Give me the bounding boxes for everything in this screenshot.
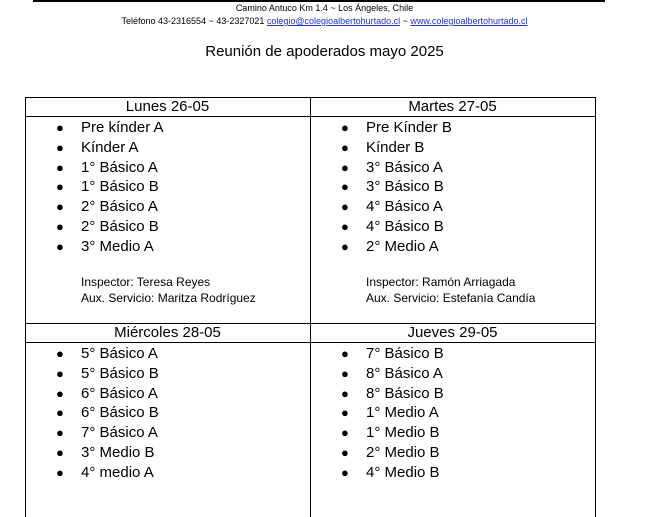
course-name: 1° Medio B [366,424,440,442]
course-name: 5° Básico A [81,345,158,362]
list-item [341,118,452,138]
course-name: 1° Básico B [81,178,159,196]
bullet-icon: ● [341,139,349,155]
course-list [56,118,164,257]
bullet-icon: ● [56,199,64,215]
day-cell-monday [25,97,310,323]
bullet-icon: ● [56,405,64,421]
course-name: 6° Básico B [81,404,159,422]
course-name: 4° Medio B [366,463,440,481]
bullet-icon: ● [341,365,349,381]
list-item [341,364,444,384]
list-item [56,177,164,197]
email-link[interactable]: colegio@colegioalbertohurtado.cl [266,16,401,26]
list-item [56,197,164,217]
list-item [341,197,452,217]
day-cell-tuesday [310,97,595,323]
aux-service-label: Aux. Servicio: Estefanía Candía [366,291,536,305]
course-name: Kínder A [81,138,139,156]
bullet-icon: ● [341,120,349,135]
bullet-icon: ● [56,346,64,361]
header-rule [33,0,605,2]
bullet-icon: ● [341,159,349,175]
inspector-label: Inspector: Ramón Arriagada [366,275,516,289]
school-address: Camino Antuco Km 1.4 ~ Los Ángeles, Chile [235,3,414,13]
bullet-icon: ● [56,425,64,441]
list-item [56,384,159,404]
schedule-table [25,97,596,517]
course-name: 7° Básico B [366,345,444,362]
course-name: Pre Kínder B [366,119,452,136]
course-name: 2° Básico A [81,198,158,216]
day-heading: Lunes 26-05 [125,98,210,115]
course-name: 2° Medio B [366,443,440,461]
list-item [56,158,164,178]
list-item [341,443,444,463]
day-heading: Miércoles 28-05 [114,324,221,341]
course-name: 8° Básico A [366,364,443,382]
day-heading: Martes 27-05 [408,98,497,115]
list-item [56,344,159,364]
list-item [56,138,164,158]
bullet-icon: ● [56,238,64,254]
course-name: 4° Básico A [366,198,443,216]
course-name: 3° Básico B [366,178,444,196]
aux-service-label: Aux. Servicio: Maritza Rodríguez [81,291,256,305]
course-name: 6° Básico A [81,384,158,402]
list-item [341,463,444,483]
course-name: Kínder B [366,138,425,156]
list-item [341,344,444,364]
bullet-icon: ● [56,218,64,234]
course-name: 2° Medio A [366,237,439,255]
bullet-icon: ● [56,120,64,135]
bullet-icon: ● [341,405,349,421]
list-item [341,423,444,443]
list-item [341,158,452,178]
bullet-icon: ● [341,425,349,441]
list-item [341,237,452,257]
bullet-icon: ● [56,385,64,401]
bullet-icon: ● [341,179,349,195]
course-name: Pre kínder A [81,119,164,136]
list-item [56,364,159,384]
course-name: 8° Básico B [366,384,444,402]
list-item [56,403,159,423]
course-name: 1° Básico A [81,158,158,176]
bullet-icon: ● [341,464,349,480]
bullet-icon: ● [56,365,64,381]
bullet-icon: ● [341,385,349,401]
list-item [56,118,164,138]
bullet-icon: ● [341,199,349,215]
contact-separator: ~ [402,16,408,26]
page-title: Reunión de apoderados mayo 2025 [205,43,444,60]
list-item [56,237,164,257]
course-list [56,344,159,483]
list-item [341,138,452,158]
bullet-icon: ● [341,346,349,361]
bullet-icon: ● [56,444,64,460]
course-name: 4° medio A [81,463,154,481]
course-name: 2° Básico B [81,217,159,235]
day-cell-wednesday [25,323,310,517]
course-name: 3° Medio A [81,237,154,255]
website-link[interactable]: www.colegioalbertohurtado.cl [410,16,528,26]
inspector-label: Inspector: Teresa Reyes [81,275,211,289]
bullet-icon: ● [56,464,64,480]
day-heading: Jueves 29-05 [407,324,498,341]
bullet-icon: ● [56,139,64,155]
list-item [56,463,159,483]
course-name: 4° Básico B [366,217,444,235]
course-name: 3° Medio B [81,443,155,461]
list-item [341,384,444,404]
bullet-icon: ● [341,218,349,234]
school-contact [0,16,649,27]
day-cell-thursday [310,323,595,517]
table-border-right [595,97,596,517]
list-item [341,217,452,237]
phone-numbers: Teléfono 43-2316554 ~ 43-2327021 [121,16,265,26]
bullet-icon: ● [341,238,349,254]
list-item [341,177,452,197]
course-name: 7° Básico A [81,424,158,442]
list-item [341,403,444,423]
list-item [56,217,164,237]
course-name: 1° Medio A [366,404,439,422]
list-item [56,423,159,443]
bullet-icon: ● [56,159,64,175]
course-name: 3° Básico A [366,158,443,176]
course-list [341,344,444,483]
bullet-icon: ● [341,444,349,460]
bullet-icon: ● [56,179,64,195]
course-name: 5° Básico B [81,364,159,382]
list-item [56,443,159,463]
course-list [341,118,452,257]
